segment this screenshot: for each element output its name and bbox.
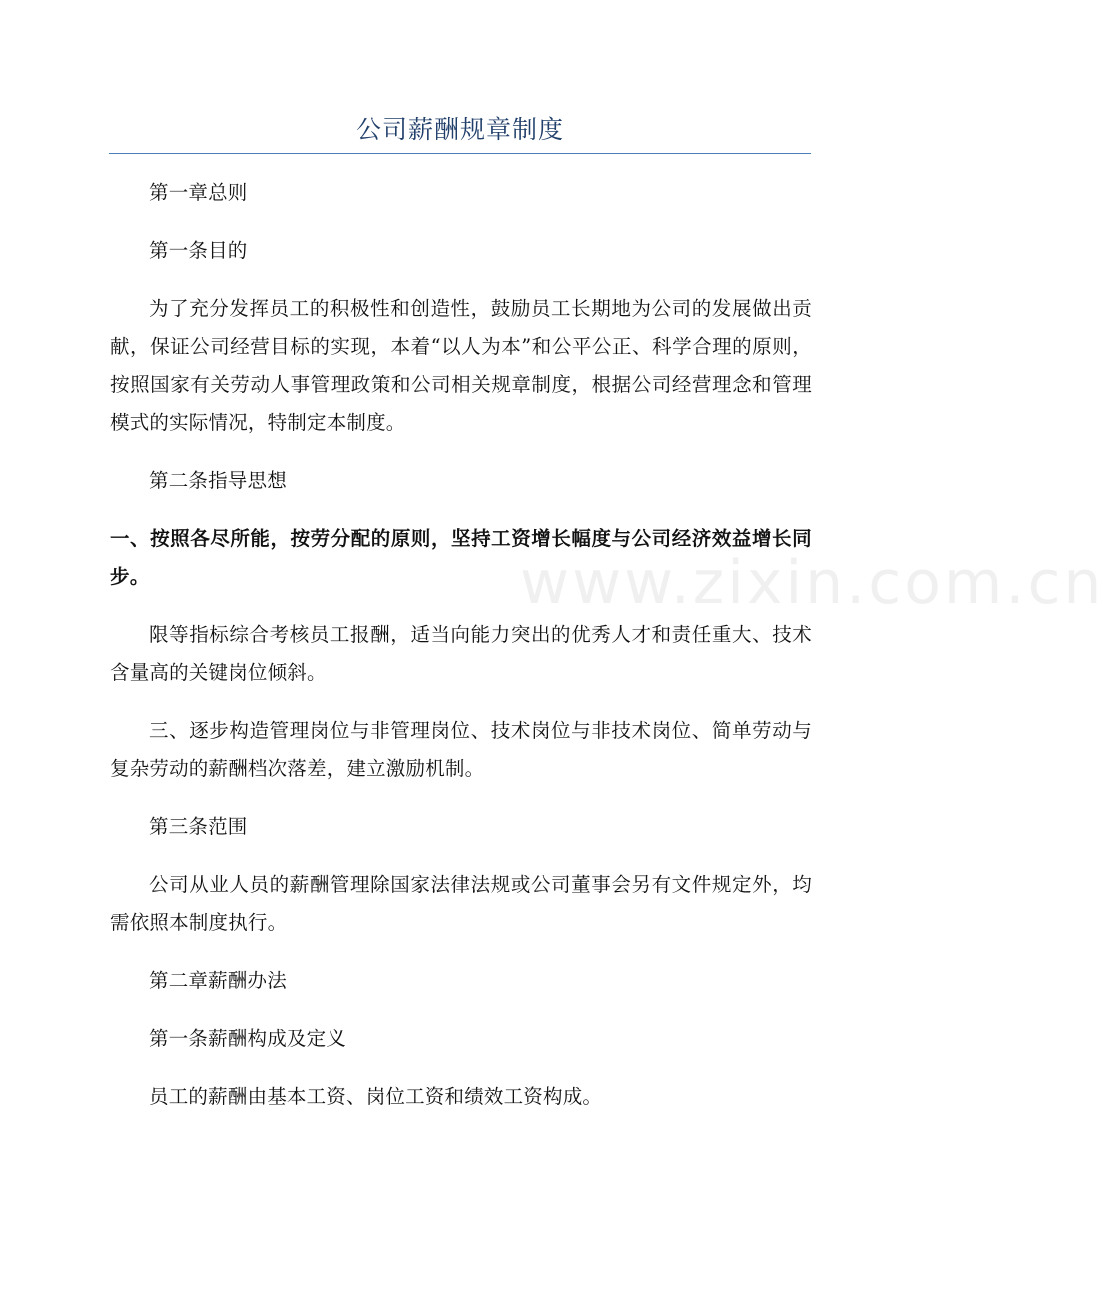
body-paragraph: 公司从业人员的薪酬管理除国家法律法规或公司董事会另有文件规定外，均需依照本制度执行。: [110, 873, 812, 934]
body-paragraph: 三、逐步构造管理岗位与非管理岗位、技术岗位与非技术岗位、简单劳动与复杂劳动的薪酬档次落差，建立激励机制。: [110, 719, 812, 780]
article-heading: 第一条薪酬构成及定义: [149, 1027, 347, 1050]
document-body: [110, 174, 812, 1116]
article-heading: 第三条范围: [149, 815, 248, 838]
body-paragraph: 限等指标综合考核员工报酬，适当向能力突出的优秀人才和责任重大、技术含量高的关键岗位倾斜。: [110, 623, 812, 684]
chapter-heading: 第一章总则: [149, 181, 248, 204]
bold-paragraph: 一、按照各尽所能，按劳分配的原则，坚持工资增长幅度与公司经济效益增长同步。: [110, 527, 812, 588]
title-divider: [109, 153, 811, 154]
document-title: 公司薪酬规章制度: [355, 115, 564, 144]
chapter-heading: 第二章薪酬办法: [149, 969, 287, 992]
article-heading: 第一条目的: [149, 239, 248, 262]
body-paragraph: 为了充分发挥员工的积极性和创造性，鼓励员工长期地为公司的发展做出贡献，保证公司经营目标的实现，本着“以人为本”和公平公正、科学合理的原则，按照国家有关劳动人事管理政策和公司相关规章制度，根据公司经营理念和管理模式的实际情况，特制定本制度。: [110, 297, 812, 434]
watermark: www.zixin.com.cn: [520, 548, 1104, 618]
body-paragraph: 员工的薪酬由基本工资、岗位工资和绩效工资构成。: [149, 1085, 603, 1108]
article-heading: 第二条指导思想: [149, 469, 287, 492]
